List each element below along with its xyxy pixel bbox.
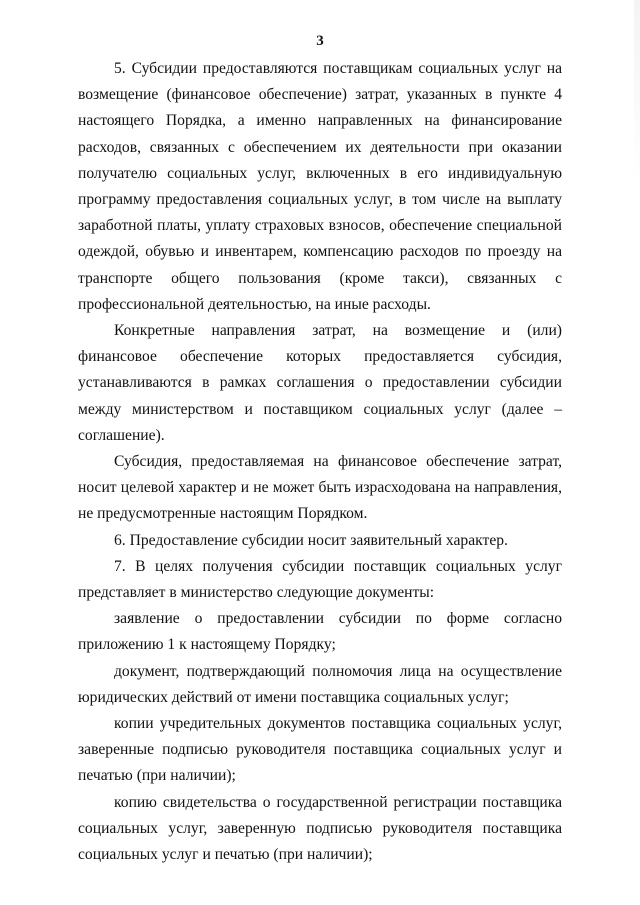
page-number: 3 (316, 33, 324, 49)
paragraph-item-6: 6. Предоставление субсидии носит заявительный характер. (114, 531, 508, 549)
list-item-founding-documents: копии учредительных документов поставщика социальных услуг, заверенные подписью руководителя поставщика социальных услуг и печатью (при наличии); (78, 715, 562, 785)
document-body (78, 56, 562, 868)
paragraph-target-character: Субсидия, предоставляемая на финансовое обеспечение затрат, носит целевой характер и не может быть израсходована на направления, не предусмотренные настоящим Порядком. (78, 453, 562, 523)
paragraph-item-5: 5. Субсидии предоставляются поставщикам социальных услуг на возмещение (финансовое обеспечение) затрат, указанных в пункте 4 настоящего Порядка, а именно направленных на финансирование расходов, связанных с обеспечением их деятельности при оказании получателю социальных услуг, включенных в его индивидуальную программу предоставления социальных услуг, в том числе на выплату заработной платы, уплату страховых взносов, обеспечение специальной одеждой, обувью и инвентарем, компенсацию расходов по проезду на транспорте общего пользования (кроме такси), связанных с профессиональной деятельностью, на иные расходы. (78, 60, 562, 313)
list-item-application: заявление о предоставлении субсидии по форме согласно приложению 1 к настоящему Порядку; (78, 610, 562, 654)
paragraph-item-7: 7. В целях получения субсидии поставщик социальных услуг представляет в министерство следующие документы: (78, 557, 562, 602)
scan-edge-shadow (634, 0, 640, 180)
list-item-authority-document: документ, подтверждающий полномочия лица на осуществление юридических действий от имени поставщика социальных услуг; (78, 662, 562, 706)
paragraph-directions: Конкретные направления затрат, на возмещение и (или) финансовое обеспечение которых предоставляется субсидия, устанавливаются в рамках соглашения о предоставлении субсидии между министерством и поставщиком социальных услуг (далее – соглашение). (78, 322, 562, 444)
list-item-registration-certificate: копию свидетельства о государственной регистрации поставщика социальных услуг, заверенную подписью руководителя поставщика социальных услуг и печатью (при наличии); (78, 793, 562, 864)
